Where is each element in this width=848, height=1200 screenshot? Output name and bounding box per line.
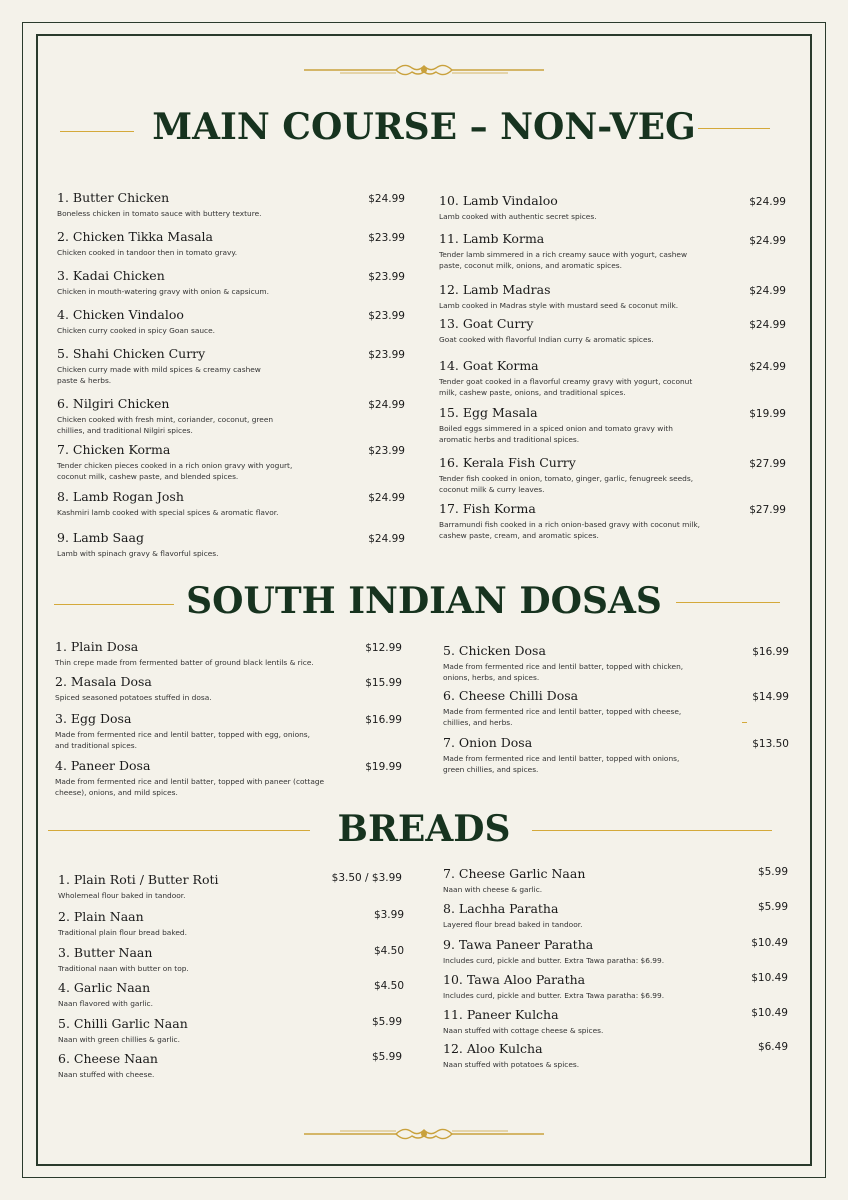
item-desc: Naan stuffed with cheese.	[58, 1070, 155, 1079]
item-desc: Chicken in mouth-watering gravy with onion & capsicum.	[57, 287, 269, 296]
menu-item	[439, 316, 729, 345]
menu-item	[439, 282, 729, 311]
bottom-ornament-icon	[300, 1124, 548, 1144]
item-price: $10.49	[751, 937, 788, 949]
item-price: $5.99	[371, 1016, 402, 1028]
menu-item	[439, 358, 694, 398]
item-name: 3. Egg Dosa	[55, 711, 132, 726]
item-price: $13.50	[752, 738, 789, 750]
item-name: 16. Kerala Fish Curry	[439, 455, 576, 470]
item-price: $23.99	[368, 349, 405, 361]
item-price: $24.99	[368, 492, 405, 504]
item-desc: Boiled eggs simmered in a spiced onion and tomato gravy with aromatic herbs and traditional spices.	[439, 424, 673, 444]
item-name: 6. Cheese Naan	[58, 1051, 158, 1066]
item-name: 7. Onion Dosa	[443, 735, 533, 750]
item-price: $14.99	[752, 691, 789, 703]
item-price: $24.99	[368, 399, 405, 411]
item-desc: Naan stuffed with potatoes & spices.	[443, 1060, 580, 1069]
menu-item	[58, 909, 348, 938]
item-desc: Boneless chicken in tomato sauce with buttery texture.	[57, 209, 262, 218]
menu-item	[57, 396, 287, 436]
menu-item	[443, 901, 733, 930]
menu-item	[57, 346, 267, 386]
item-desc: Barramundi fish cooked in a rich onion-based gravy with coconut milk, cashew paste, cream, and aromatic spices.	[439, 520, 701, 540]
menu-item	[55, 674, 345, 703]
item-price: $23.99	[368, 445, 405, 457]
item-desc: Goat cooked with flavorful Indian curry & aromatic spices.	[439, 335, 654, 344]
item-price: $23.99	[368, 232, 405, 244]
menu-item	[439, 231, 699, 271]
item-name: 15. Egg Masala	[439, 405, 538, 420]
item-desc: Naan with cheese & garlic.	[443, 885, 543, 894]
menu-item	[58, 1016, 348, 1045]
item-desc: Made from fermented rice and lentil batter, topped with cheese, chillies, and herbs.	[443, 707, 682, 727]
menu-item	[57, 442, 297, 482]
item-price: $3.99	[373, 909, 404, 921]
menu-item	[439, 405, 679, 445]
item-desc: Chicken cooked with fresh mint, coriander, coconut, green chillies, and traditional Nilgiri spices.	[57, 415, 274, 435]
item-price: $24.99	[749, 235, 786, 247]
item-name: 9. Tawa Paneer Paratha	[443, 937, 594, 952]
menu-item	[439, 193, 729, 222]
menu-item	[58, 980, 348, 1009]
item-desc: Made from fermented rice and lentil batter, topped with paneer (cottage cheese), onions, and mild spices.	[55, 777, 325, 797]
menu-item	[57, 489, 347, 518]
item-name: 5. Shahi Chicken Curry	[57, 346, 206, 361]
menu-item	[443, 1041, 733, 1070]
menu-item	[443, 688, 693, 728]
item-price: $24.99	[749, 319, 786, 331]
menu-item	[58, 1051, 348, 1080]
item-desc: Made from fermented rice and lentil batter, topped with onions, green chillies, and spices.	[443, 754, 680, 774]
item-desc: Lamb with spinach gravy & flavorful spices.	[57, 549, 219, 558]
item-price: $24.99	[749, 196, 786, 208]
item-desc: Traditional plain flour bread baked.	[58, 928, 187, 937]
menu-item	[55, 639, 345, 668]
item-desc: Chicken cooked in tandoor then in tomato gravy.	[57, 248, 238, 257]
item-price: $16.99	[365, 714, 402, 726]
item-name: 14. Goat Korma	[439, 358, 539, 373]
top-ornament-icon	[300, 60, 548, 80]
item-price: $19.99	[749, 408, 786, 420]
menu-item	[57, 229, 347, 258]
section-title-breads: BREADS	[337, 808, 511, 850]
item-price: $5.99	[371, 1051, 402, 1063]
item-price: $10.49	[751, 1007, 788, 1019]
item-name: 12. Lamb Madras	[439, 282, 551, 297]
item-name: 17. Fish Korma	[439, 501, 536, 516]
item-price: $16.99	[752, 646, 789, 658]
menu-item	[57, 190, 347, 219]
item-desc: Includes curd, pickle and butter. Extra Tawa paratha: $6.99.	[443, 991, 665, 1000]
item-name: 5. Chilli Garlic Naan	[58, 1016, 188, 1031]
item-name: 2. Plain Naan	[58, 909, 144, 924]
item-price: $15.99	[365, 677, 402, 689]
item-desc: Lamb cooked in Madras style with mustard seed & coconut milk.	[439, 301, 679, 310]
item-name: 10. Lamb Vindaloo	[439, 193, 558, 208]
item-price: $10.49	[751, 972, 788, 984]
item-name: 1. Plain Roti / Butter Roti	[58, 872, 219, 887]
item-name: 11. Paneer Kulcha	[443, 1007, 559, 1022]
item-price: $5.99	[757, 866, 788, 878]
menu-item	[57, 307, 347, 336]
item-price: $3.50 / $3.99	[331, 872, 402, 884]
item-name: 13. Goat Curry	[439, 316, 534, 331]
item-desc: Thin crepe made from fermented batter of ground black lentils & rice.	[55, 658, 314, 667]
item-name: 4. Chicken Vindaloo	[57, 307, 184, 322]
item-desc: Tender fish cooked in onion, tomato, ginger, garlic, fenugreek seeds, coconut milk & curry leaves.	[439, 474, 694, 494]
menu-item	[443, 1007, 733, 1036]
item-name: 2. Masala Dosa	[55, 674, 152, 689]
item-desc: Traditional naan with butter on top.	[58, 964, 189, 973]
item-price: $4.50	[373, 945, 404, 957]
menu-item	[55, 758, 345, 798]
item-name: 1. Plain Dosa	[55, 639, 139, 654]
item-price: $19.99	[365, 761, 402, 773]
menu-item	[443, 937, 733, 966]
item-price: $23.99	[368, 310, 405, 322]
item-price: $12.99	[365, 642, 402, 654]
item-name: 12. Aloo Kulcha	[443, 1041, 543, 1056]
item-price: $24.99	[368, 533, 405, 545]
item-desc: Tender goat cooked in a flavorful creamy gravy with yogurt, coconut milk, cashew paste, onions, and traditional spices.	[439, 377, 693, 397]
menu-item	[443, 735, 693, 775]
section-title-dosas: SOUTH INDIAN DOSAS	[186, 580, 662, 622]
menu-item	[57, 268, 347, 297]
item-desc: Includes curd, pickle and butter. Extra Tawa paratha: $6.99.	[443, 956, 665, 965]
item-desc: Made from fermented rice and lentil batter, topped with egg, onions, and traditional spices.	[55, 730, 310, 750]
menu-item	[57, 530, 347, 559]
item-desc: Layered flour bread baked in tandoor.	[443, 920, 583, 929]
item-desc: Chicken curry made with mild spices & creamy cashew paste & herbs.	[57, 365, 261, 385]
item-desc: Spiced seasoned potatoes stuffed in dosa.	[55, 693, 212, 702]
menu-item	[443, 972, 733, 1001]
item-name: 5. Chicken Dosa	[443, 643, 546, 658]
menu-item	[443, 866, 733, 895]
item-price: $23.99	[368, 271, 405, 283]
item-price: $24.99	[749, 361, 786, 373]
item-desc: Naan with green chillies & garlic.	[58, 1035, 180, 1044]
item-name: 11. Lamb Korma	[439, 231, 545, 246]
item-name: 4. Garlic Naan	[58, 980, 151, 995]
item-price: $24.99	[749, 285, 786, 297]
item-price: $27.99	[749, 458, 786, 470]
item-desc: Naan flavored with garlic.	[58, 999, 153, 1008]
item-desc: Lamb cooked with authentic secret spices.	[439, 212, 597, 221]
menu-item	[439, 455, 694, 495]
menu-item	[58, 945, 348, 974]
item-name: 10. Tawa Aloo Paratha	[443, 972, 586, 987]
item-name: 7. Chicken Korma	[57, 442, 171, 457]
item-name: 7. Cheese Garlic Naan	[443, 866, 586, 881]
item-price: $5.99	[757, 901, 788, 913]
item-desc: Tender chicken pieces cooked in a rich onion gravy with yogurt, coconut milk, cashew paste, and blended spices.	[57, 461, 293, 481]
item-name: 6. Cheese Chilli Dosa	[443, 688, 579, 703]
item-name: 8. Lachha Paratha	[443, 901, 559, 916]
menu-item	[58, 872, 348, 901]
item-price: $4.50	[373, 980, 404, 992]
item-name: 3. Kadai Chicken	[57, 268, 165, 283]
item-name: 2. Chicken Tikka Masala	[57, 229, 213, 244]
item-name: 3. Butter Naan	[58, 945, 153, 960]
section-title-main-course: MAIN COURSE – NON-VEG	[152, 106, 696, 148]
item-price: $6.49	[757, 1041, 788, 1053]
menu-item	[55, 711, 310, 751]
item-desc: Made from fermented rice and lentil batter, topped with chicken, onions, herbs, and spices.	[443, 662, 684, 682]
menu-item	[443, 643, 693, 683]
item-desc: Tender lamb simmered in a rich creamy sauce with yogurt, cashew paste, coconut milk, onions, and aromatic spices.	[439, 250, 688, 270]
item-name: 6. Nilgiri Chicken	[57, 396, 170, 411]
item-price: $27.99	[749, 504, 786, 516]
item-desc: Wholemeal flour baked in tandoor.	[58, 891, 186, 900]
decorative-dash	[742, 722, 747, 723]
item-desc: Naan stuffed with cottage cheese & spices.	[443, 1026, 604, 1035]
item-name: 1. Butter Chicken	[57, 190, 170, 205]
item-name: 9. Lamb Saag	[57, 530, 144, 545]
item-desc: Kashmiri lamb cooked with special spices & aromatic flavor.	[57, 508, 279, 517]
menu-item	[439, 501, 701, 541]
item-name: 8. Lamb Rogan Josh	[57, 489, 184, 504]
item-name: 4. Paneer Dosa	[55, 758, 151, 773]
item-desc: Chicken curry cooked in spicy Goan sauce.	[57, 326, 215, 335]
item-price: $24.99	[368, 193, 405, 205]
